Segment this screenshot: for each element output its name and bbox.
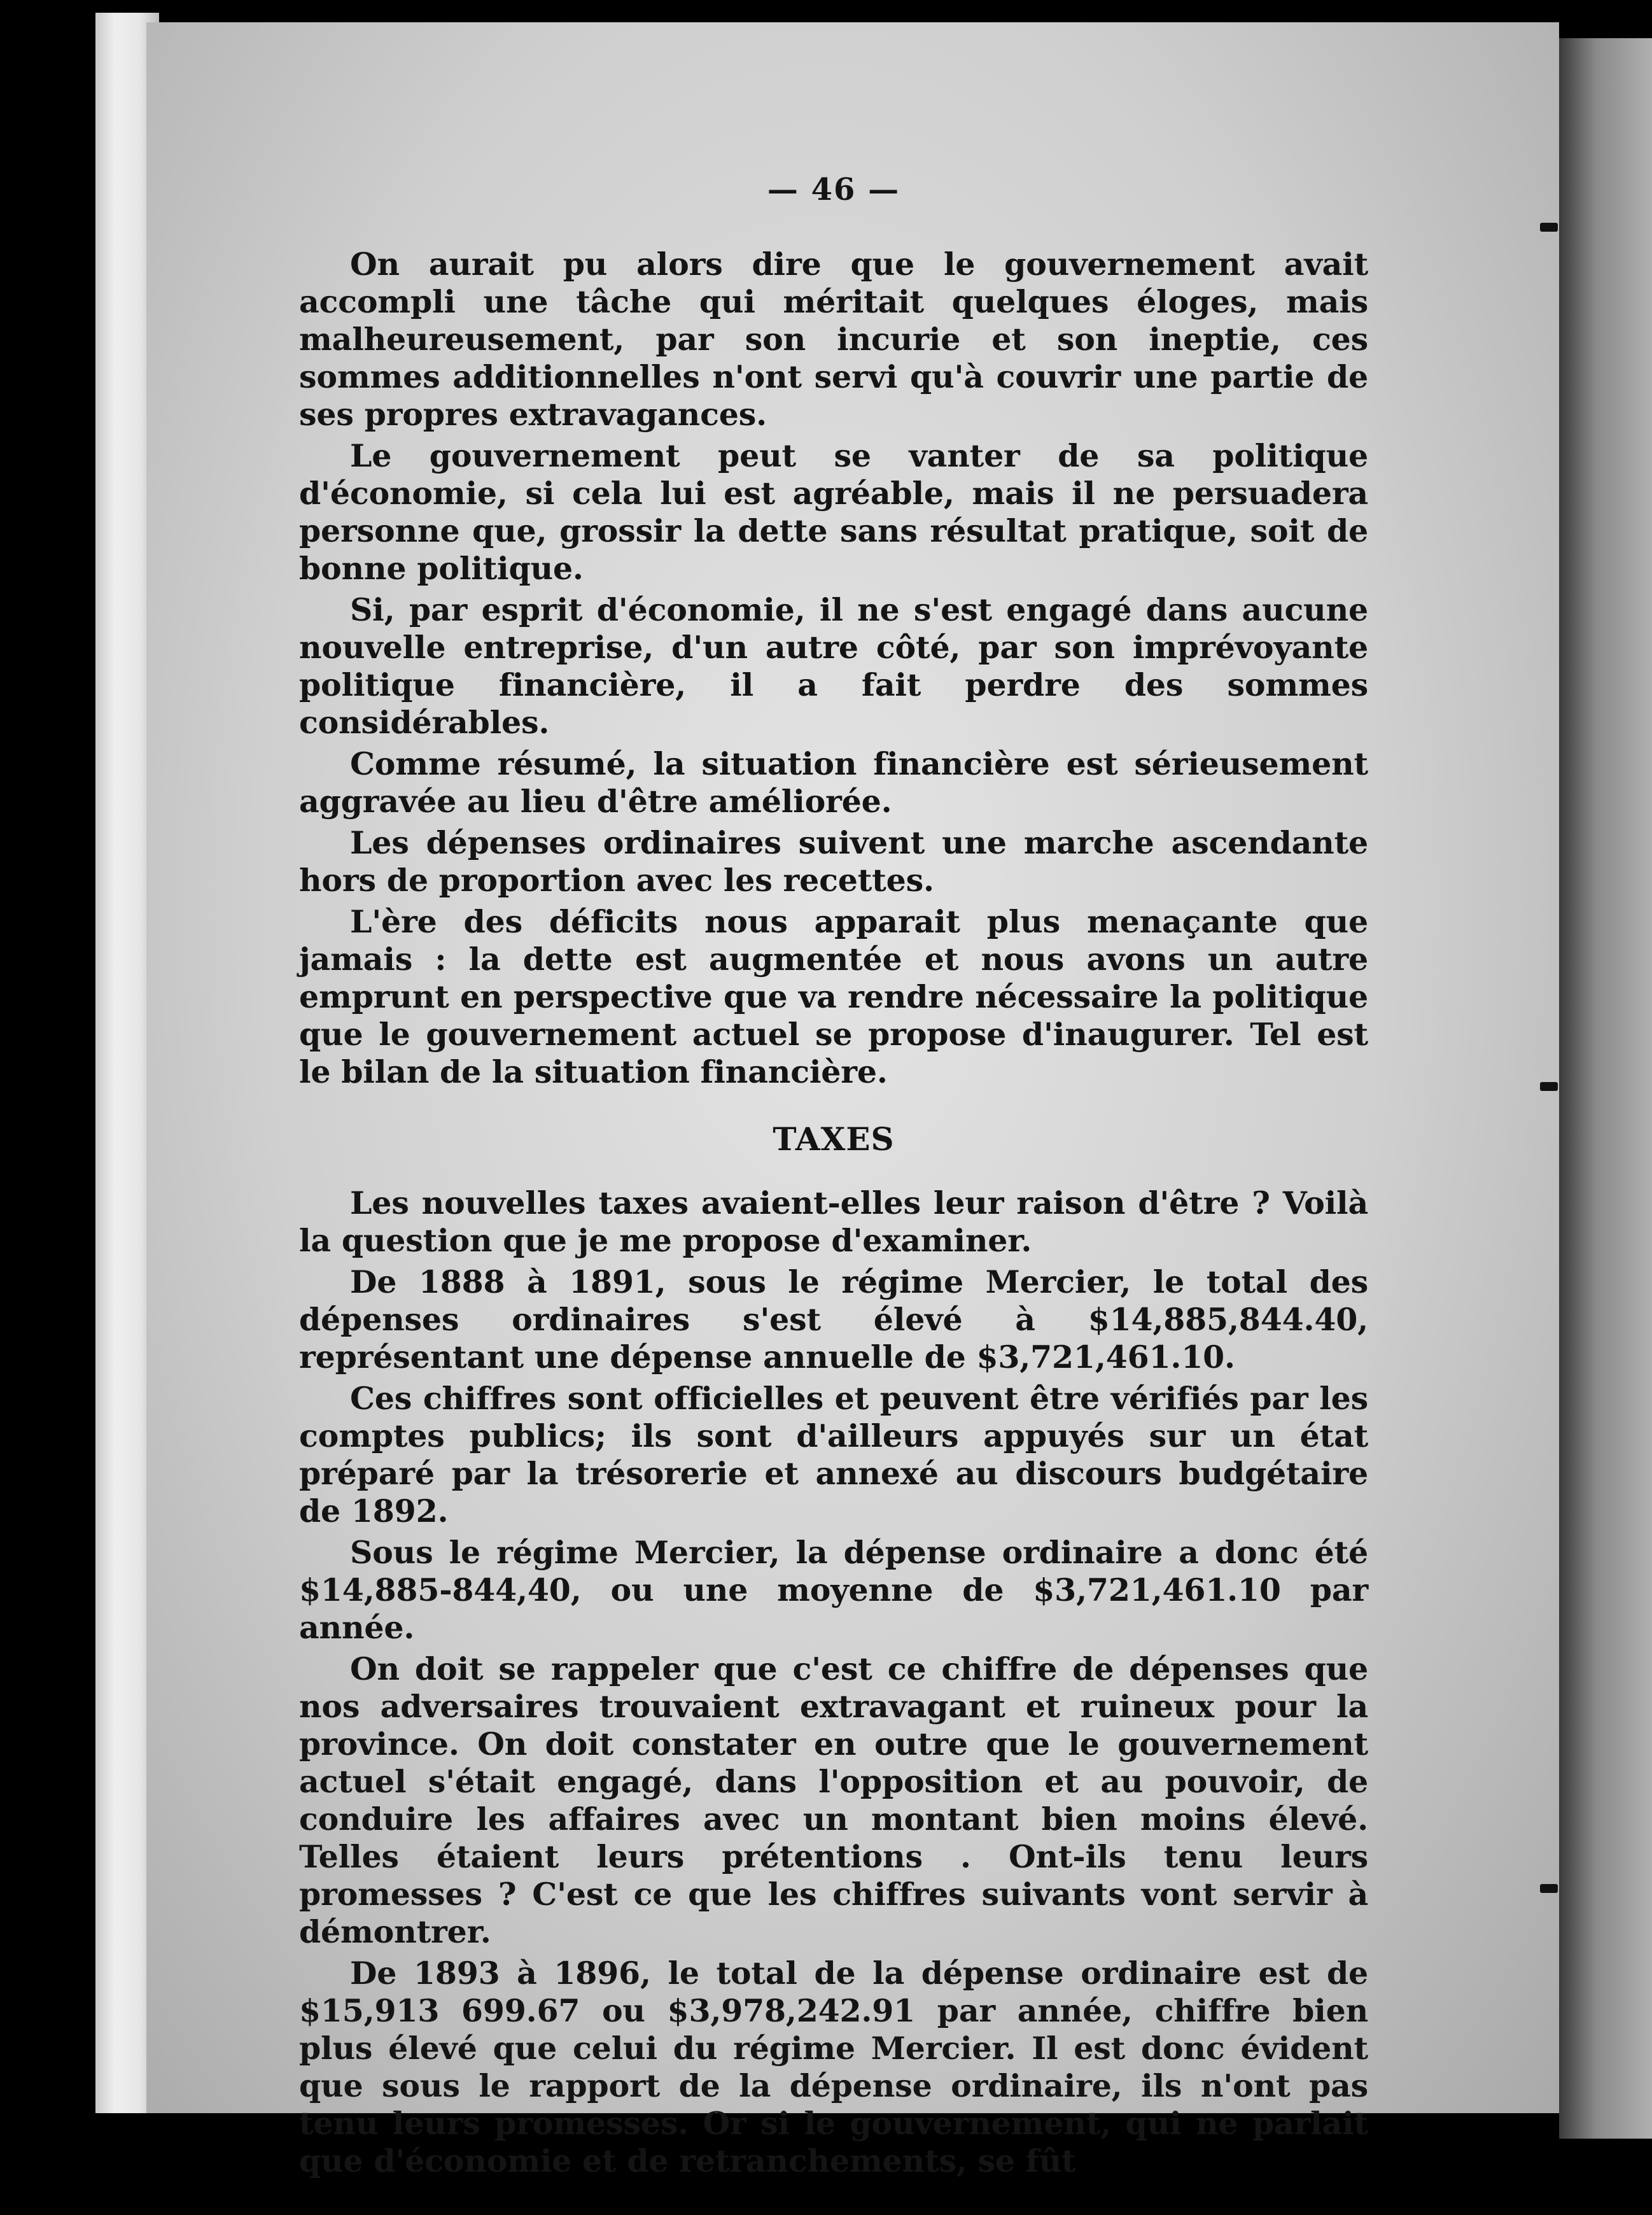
paragraph: De 1888 à 1891, sous le régime Mercier, le total des dépenses ordinaires s'est élevé à $14,885,844.40, représentant une dépense annuelle de $3,721,461.10.: [299, 1263, 1368, 1375]
paragraph: Si, par esprit d'économie, il ne s'est engagé dans aucune nouvelle entreprise, d'un autre côté, par son imprévoyante politique financière, il a fait perdre des sommes considérables.: [299, 591, 1368, 741]
paragraph: On doit se rappeler que c'est ce chiffre de dépenses que nos adversaires trouvaient extravagant et ruineux pour la province. On doit constater en outre que le gouvernement actuel s'était engagé, dans l'opposition et au pouvoir, de conduire les affaires avec un montant bien moins élevé. Telles étaient leurs prétentions . Ont-ils tenu leurs promesses ? C'est ce que les chiffres suivants vont servir à démontrer.: [299, 1650, 1368, 1950]
facing-page-edge: [1559, 38, 1652, 2139]
paragraph: Les dépenses ordinaires suivent une marche ascendante hors de proportion avec les recettes.: [299, 824, 1368, 899]
paragraph: Le gouvernement peut se vanter de sa politique d'économie, si cela lui est agréable, mais il ne persuadera personne que, grossir la dette sans résultat pratique, soit de bonne politique.: [299, 437, 1368, 587]
section-heading: TAXES: [773, 1120, 895, 1158]
paragraph: L'ère des déficits nous apparait plus menaçante que jamais : la dette est augmentée et nous avons un autre emprunt en perspective que va rendre nécessaire la politique que le gouvernement actuel se propose d'inaugurer. Tel est le bilan de la situation financière.: [299, 903, 1368, 1090]
paragraph: Comme résumé, la situation financière est sérieusement aggravée au lieu d'être améliorée.: [299, 745, 1368, 820]
binding-mark: [1540, 1082, 1558, 1091]
paragraph: Ces chiffres sont officielles et peuvent être vérifiés par les comptes publics; ils sont d'ailleurs appuyés sur un état préparé par la trésorerie et annexé au discours budgétaire de 1892.: [299, 1380, 1368, 1529]
page-number: — 46 —: [767, 172, 900, 207]
paragraph: Les nouvelles taxes avaient-elles leur raison d'être ? Voilà la question que je me propose d'examiner.: [299, 1185, 1368, 1259]
binding-mark: [1540, 223, 1558, 232]
paragraph: De 1893 à 1896, le total de la dépense ordinaire est de $15,913 699.67 ou $3,978,242.91 par année, chiffre bien plus élevé que celui du régime Mercier. Il est donc évident que sous le rapport de la dépense ordinaire, ils n'ont pas tenu leurs promesses. Or si le gouvernement, qui ne parlait que d'économie et de retranchements, se fût: [299, 1955, 1368, 2179]
page-text: [299, 172, 1368, 2184]
paragraph: Sous le régime Mercier, la dépense ordinaire a donc été $14,885-844,40, ou une moyenne de $3,721,461.10 par année.: [299, 1534, 1368, 1646]
binding-mark: [1540, 1884, 1558, 1893]
paragraph: On aurait pu alors dire que le gouvernement avait accompli une tâche qui méritait quelques éloges, mais malheureusement, par son incurie et son ineptie, ces sommes additionnelles n'ont servi qu'à couvrir une partie de ses propres extravagances.: [299, 246, 1368, 433]
